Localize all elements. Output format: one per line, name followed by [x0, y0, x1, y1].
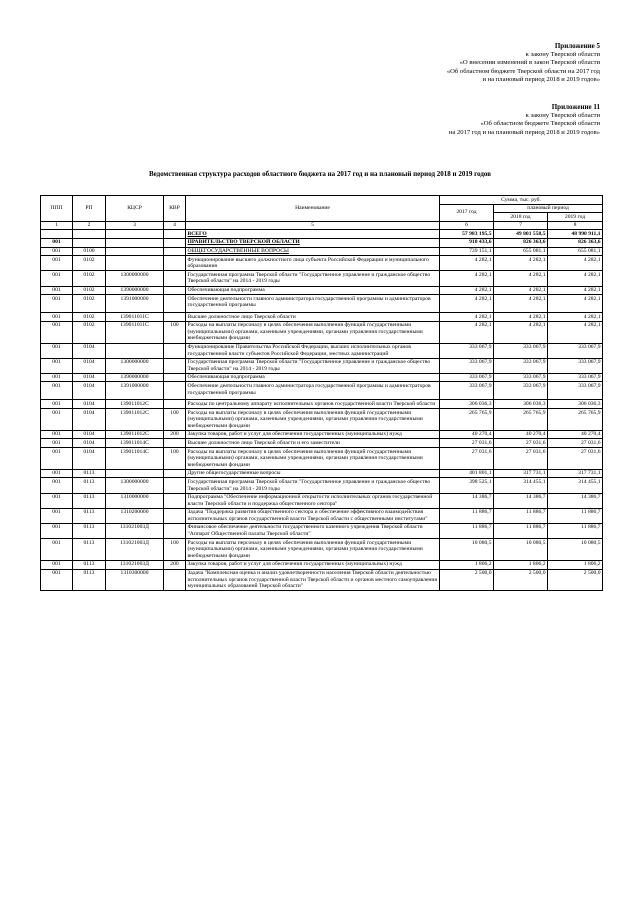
- cell-kvr: 200: [164, 430, 186, 439]
- cell-2019: 655 081,1: [548, 247, 603, 256]
- cell-kcsr: [106, 469, 164, 478]
- cell-rp: 0113: [73, 560, 106, 569]
- annex-5-line: «Об областном бюджете Тверской области на 2017 год: [446, 67, 600, 75]
- cell-2017: 333 067,9: [440, 382, 494, 400]
- cell-ppp: 001: [41, 448, 73, 470]
- cell-2019: 4 282,1: [548, 295, 603, 313]
- cell-kcsr: 139011012С: [106, 400, 164, 409]
- table-row: [41, 373, 603, 382]
- cell-2018: 10 080,5: [494, 539, 548, 561]
- cell-rp: 0104: [73, 448, 106, 470]
- column-index: 5: [186, 221, 440, 230]
- cell-kcsr: 1310000000: [106, 493, 164, 508]
- cell-2017: 1 806,2: [440, 560, 494, 569]
- cell-2018: 4 282,1: [494, 271, 548, 286]
- cell-2019: 333 067,9: [548, 358, 603, 373]
- header-2019: 2019 год: [548, 213, 603, 222]
- column-index: 1: [41, 221, 73, 230]
- cell-2017: 4 282,1: [440, 271, 494, 286]
- cell-kvr: 100: [164, 321, 186, 343]
- cell-kcsr: [106, 343, 164, 358]
- annex-5-line: и на плановый период 2018 и 2019 годов»: [482, 76, 600, 84]
- cell-ppp: 001: [41, 271, 73, 286]
- header-plan-period: плановый период: [494, 204, 603, 213]
- column-index: 7: [494, 221, 548, 230]
- cell-2019: 333 067,9: [548, 382, 603, 400]
- table-row: [41, 343, 603, 358]
- cell-name: Закупка товаров, работ и услуг для обеспечения государственных (муниципальных) нужд: [186, 430, 440, 439]
- cell-rp: [73, 230, 106, 239]
- table-row: [41, 469, 603, 478]
- cell-2019: 14 386,7: [548, 493, 603, 508]
- cell-kcsr: 131021003Д: [106, 539, 164, 561]
- header-name: Наименование: [186, 196, 440, 222]
- cell-ppp: 001: [41, 286, 73, 295]
- header-2017: 2017 год: [440, 204, 494, 221]
- cell-2017: 27 031,6: [440, 439, 494, 448]
- header-sum: Сумма, тыс. руб.: [440, 196, 603, 205]
- cell-rp: 0102: [73, 313, 106, 322]
- cell-kvr: 100: [164, 448, 186, 470]
- cell-2019: 826 363,6: [548, 238, 603, 247]
- cell-2018: 4 282,1: [494, 295, 548, 313]
- cell-ppp: 001: [41, 539, 73, 561]
- cell-2017: 4 282,1: [440, 256, 494, 271]
- table-row: [41, 256, 603, 271]
- cell-name: Высшее должностное лицо Тверской области и его заместители: [186, 439, 440, 448]
- cell-rp: [73, 238, 106, 247]
- cell-2017: 333 067,9: [440, 373, 494, 382]
- cell-kvr: [164, 247, 186, 256]
- cell-rp: 0104: [73, 409, 106, 431]
- cell-2017: 333 067,9: [440, 343, 494, 358]
- cell-name: Задача "Комплексная оценка и анализ удовлетворенности населения Тверской области деятельностью исполнительных органов государственной власти Тверской области и органов местного самоуправления муниципальных образований Тверской области": [186, 569, 440, 591]
- cell-2019: 40 270,4: [548, 430, 603, 439]
- cell-ppp: 001: [41, 409, 73, 431]
- cell-ppp: [41, 230, 73, 239]
- cell-kvr: [164, 230, 186, 239]
- cell-2019: 314 455,1: [548, 478, 603, 493]
- cell-kcsr: 139011014С: [106, 439, 164, 448]
- cell-kvr: 100: [164, 409, 186, 431]
- cell-2018: 27 031,6: [494, 439, 548, 448]
- column-index-row: [41, 221, 603, 230]
- cell-2018: 14 386,7: [494, 493, 548, 508]
- cell-name: ОБЩЕГОСУДАРСТВЕННЫЕ ВОПРОСЫ: [186, 247, 440, 256]
- cell-2018: 333 067,9: [494, 358, 548, 373]
- cell-kvr: [164, 493, 186, 508]
- table-row: [41, 560, 603, 569]
- cell-name: Функционирование Правительства Российской Федерации, высших исполнительных органов государственной власти субъектов Российской Федерации, местных администраций: [186, 343, 440, 358]
- cell-kvr: [164, 439, 186, 448]
- cell-2018: 317 731,1: [494, 469, 548, 478]
- cell-kcsr: 139011011С: [106, 321, 164, 343]
- cell-2018: 11 886,7: [494, 523, 548, 538]
- cell-rp: 0104: [73, 439, 106, 448]
- cell-name: Закупка товаров, работ и услуг для обеспечения государственных (муниципальных) нужд: [186, 560, 440, 569]
- cell-rp: 0102: [73, 286, 106, 295]
- table-row: [41, 382, 603, 400]
- cell-2018: 306 036,3: [494, 400, 548, 409]
- cell-2017: 910 433,6: [440, 238, 494, 247]
- cell-kcsr: 1310300000: [106, 569, 164, 591]
- cell-2017: 10 080,5: [440, 539, 494, 561]
- cell-kvr: [164, 286, 186, 295]
- cell-rp: 0113: [73, 569, 106, 591]
- cell-kvr: 200: [164, 560, 186, 569]
- table-row: [41, 409, 603, 431]
- cell-2018: 333 067,9: [494, 343, 548, 358]
- cell-kvr: [164, 358, 186, 373]
- cell-2018: 11 886,7: [494, 508, 548, 523]
- cell-kvr: [164, 313, 186, 322]
- cell-name: Расходы на выплаты персоналу в целях обеспечения выполнения функций государственными (муниципальными) органами, казенными учреждениями, органами управления государственными внебюджетными фондами: [186, 409, 440, 431]
- cell-ppp: 001: [41, 238, 73, 247]
- cell-rp: 0104: [73, 382, 106, 400]
- cell-rp: 0100: [73, 247, 106, 256]
- cell-ppp: 001: [41, 493, 73, 508]
- column-index: 4: [164, 221, 186, 230]
- table-row: [41, 508, 603, 523]
- cell-rp: 0104: [73, 430, 106, 439]
- table-row: [41, 295, 603, 313]
- cell-2017: 739 151,1: [440, 247, 494, 256]
- cell-ppp: 001: [41, 382, 73, 400]
- cell-2017: 398 525,1: [440, 478, 494, 493]
- cell-rp: 0104: [73, 358, 106, 373]
- annex-5-line: к закону Тверской области: [525, 50, 600, 58]
- cell-2017: 2 500,0: [440, 569, 494, 591]
- cell-2019: 11 886,7: [548, 508, 603, 523]
- cell-name: Государственная программа Тверской области "Государственное управление и гражданское общество Тверской области" на 2014 - 2019 годы: [186, 478, 440, 493]
- header-2018: 2018 год: [494, 213, 548, 222]
- cell-2018: 4 282,1: [494, 286, 548, 295]
- cell-2017: 4 282,1: [440, 286, 494, 295]
- cell-ppp: 001: [41, 295, 73, 313]
- cell-ppp: 001: [41, 358, 73, 373]
- cell-kcsr: 1391000000: [106, 295, 164, 313]
- cell-2017: 4 282,1: [440, 313, 494, 322]
- cell-2018: 314 455,1: [494, 478, 548, 493]
- table-row: [41, 313, 603, 322]
- cell-name: Обеспечивающая подпрограмма: [186, 286, 440, 295]
- cell-2018: 4 282,1: [494, 256, 548, 271]
- cell-2017: 306 036,3: [440, 400, 494, 409]
- budget-table: [40, 195, 603, 591]
- cell-ppp: 001: [41, 373, 73, 382]
- cell-2019: 2 500,0: [548, 569, 603, 591]
- cell-kvr: [164, 478, 186, 493]
- cell-kvr: [164, 256, 186, 271]
- cell-kcsr: [106, 230, 164, 239]
- cell-kcsr: 139011014С: [106, 448, 164, 470]
- cell-name: Расходы на выплаты персоналу в целях обеспечения выполнения функций государственными (муниципальными) органами, казенными учреждениями, органами управления государственными внебюджетными фондами: [186, 539, 440, 561]
- header-kvr: КВР: [164, 196, 186, 222]
- annex-11-line: на 2017 год и на плановый период 2018 и 2019 годов»: [448, 128, 600, 136]
- annex-5-line: «О внесении изменений в закон Тверской области: [459, 59, 600, 67]
- cell-kcsr: 1300000000: [106, 478, 164, 493]
- cell-ppp: 001: [41, 430, 73, 439]
- cell-kcsr: 139011012С: [106, 430, 164, 439]
- table-row: [41, 238, 603, 247]
- table-row: [41, 247, 603, 256]
- cell-2017: 11 886,7: [440, 508, 494, 523]
- cell-name: Обеспечивающая подпрограмма: [186, 373, 440, 382]
- cell-kvr: [164, 373, 186, 382]
- cell-kcsr: [106, 256, 164, 271]
- cell-kvr: [164, 400, 186, 409]
- cell-2019: 10 080,5: [548, 539, 603, 561]
- cell-name: Другие общегосударственные вопросы: [186, 469, 440, 478]
- cell-kcsr: 1300000000: [106, 358, 164, 373]
- cell-2019: 27 031,6: [548, 439, 603, 448]
- annex-11-line: к закону Тверской области: [525, 111, 600, 119]
- cell-kvr: [164, 295, 186, 313]
- column-index: 3: [106, 221, 164, 230]
- cell-2019: 4 282,1: [548, 286, 603, 295]
- cell-rp: 0102: [73, 256, 106, 271]
- table-row: [41, 358, 603, 373]
- annex-5-heading: [447, 42, 600, 85]
- cell-kcsr: 1391000000: [106, 382, 164, 400]
- cell-rp: 0102: [73, 271, 106, 286]
- cell-kvr: [164, 469, 186, 478]
- cell-rp: 0104: [73, 343, 106, 358]
- cell-name: Подпрограмма "Обеспечение информационной открытости исполнительных органов государственной власти Тверской области и поддержка общественного сектора": [186, 493, 440, 508]
- cell-2018: 40 270,4: [494, 430, 548, 439]
- cell-name: Государственная программа Тверской области "Государственное управление и гражданское общество Тверской области" на 2014 - 2019 годы: [186, 358, 440, 373]
- cell-kcsr: 131021003Д: [106, 560, 164, 569]
- table-row: [41, 400, 603, 409]
- table-row: [41, 523, 603, 538]
- table-row: [41, 321, 603, 343]
- cell-2018: 4 282,1: [494, 313, 548, 322]
- cell-2017: 401 801,1: [440, 469, 494, 478]
- cell-2019: 4 282,1: [548, 271, 603, 286]
- cell-ppp: 001: [41, 508, 73, 523]
- cell-kcsr: [106, 247, 164, 256]
- cell-2017: 40 270,4: [440, 430, 494, 439]
- cell-2019: 4 282,1: [548, 256, 603, 271]
- table-row: [41, 430, 603, 439]
- cell-2018: 27 031,6: [494, 448, 548, 470]
- cell-kvr: 100: [164, 539, 186, 561]
- table-row: [41, 448, 603, 470]
- column-index: 6: [440, 221, 494, 230]
- annex-11-heading: [449, 103, 600, 137]
- cell-2019: 4 282,1: [548, 321, 603, 343]
- cell-rp: 0113: [73, 493, 106, 508]
- cell-ppp: 001: [41, 439, 73, 448]
- cell-kcsr: 1390000000: [106, 373, 164, 382]
- cell-ppp: 001: [41, 321, 73, 343]
- annex-11-title: Приложение 11: [551, 103, 600, 111]
- column-index: 8: [548, 221, 603, 230]
- cell-kcsr: 1300000000: [106, 271, 164, 286]
- cell-name: Расходы на выплаты персоналу в целях обеспечения выполнения функций государственными (муниципальными) органами, казенными учреждениями, органами управления государственными внебюджетными фондами: [186, 321, 440, 343]
- cell-rp: 0102: [73, 321, 106, 343]
- cell-2017: 11 886,7: [440, 523, 494, 538]
- cell-2017: 14 386,7: [440, 493, 494, 508]
- table-row: [41, 569, 603, 591]
- cell-2018: 333 067,9: [494, 382, 548, 400]
- cell-2018: 1 806,2: [494, 560, 548, 569]
- cell-2018: 333 067,9: [494, 373, 548, 382]
- cell-rp: 0104: [73, 373, 106, 382]
- table-row: [41, 539, 603, 561]
- cell-2018: 2 500,0: [494, 569, 548, 591]
- cell-ppp: 001: [41, 478, 73, 493]
- cell-ppp: 001: [41, 400, 73, 409]
- cell-kvr: [164, 271, 186, 286]
- cell-2019: 333 067,9: [548, 343, 603, 358]
- cell-name: Расходы на выплаты персоналу в целях обеспечения выполнения функций государственными (муниципальными) органами, казенными учреждениями, органами управления государственными внебюджетными фондами: [186, 448, 440, 470]
- cell-kvr: [164, 523, 186, 538]
- cell-2019: 265 765,9: [548, 409, 603, 431]
- cell-name: ВСЕГО: [186, 230, 440, 239]
- cell-name: Функционирование высшего должностного лица субъекта Российской Федерации и муниципального образования: [186, 256, 440, 271]
- table-row: [41, 271, 603, 286]
- cell-2017: 4 282,1: [440, 321, 494, 343]
- annex-11-line: «Об областном бюджете Тверской области: [480, 120, 600, 128]
- cell-rp: 0102: [73, 295, 106, 313]
- table-row: [41, 439, 603, 448]
- cell-2019: 333 067,9: [548, 373, 603, 382]
- cell-rp: 0104: [73, 400, 106, 409]
- cell-2019: 4 282,1: [548, 313, 603, 322]
- cell-2019: 27 031,6: [548, 448, 603, 470]
- cell-kvr: [164, 343, 186, 358]
- cell-name: Расходы по центральному аппарату исполнительных органов государственной власти Тверской области: [186, 400, 440, 409]
- cell-ppp: 001: [41, 256, 73, 271]
- cell-2017: 57 983 195,5: [440, 230, 494, 239]
- table-row: [41, 478, 603, 493]
- cell-kcsr: 1310200000: [106, 508, 164, 523]
- cell-2018: 49 801 558,5: [494, 230, 548, 239]
- cell-2018: 655 081,1: [494, 247, 548, 256]
- cell-2019: 306 036,3: [548, 400, 603, 409]
- cell-2017: 265 765,9: [440, 409, 494, 431]
- cell-ppp: 001: [41, 313, 73, 322]
- cell-rp: 0113: [73, 469, 106, 478]
- cell-kcsr: 139011011С: [106, 313, 164, 322]
- cell-kcsr: 131021003Д: [106, 523, 164, 538]
- header-ppp: ППП: [41, 196, 73, 222]
- cell-ppp: 001: [41, 523, 73, 538]
- cell-kvr: [164, 238, 186, 247]
- cell-name: ПРАВИТЕЛЬСТВО ТВЕРСКОЙ ОБЛАСТИ: [186, 238, 440, 247]
- cell-2018: 265 765,9: [494, 409, 548, 431]
- header-kcsr: КЦСР: [106, 196, 164, 222]
- cell-kvr: [164, 569, 186, 591]
- cell-kcsr: [106, 238, 164, 247]
- cell-kcsr: 1390000000: [106, 286, 164, 295]
- annex-5-title: Приложение 5: [554, 42, 600, 50]
- cell-kcsr: 139011012С: [106, 409, 164, 431]
- cell-2019: 317 731,1: [548, 469, 603, 478]
- cell-2018: 826 363,6: [494, 238, 548, 247]
- cell-name: Задача "Поддержка развития общественного сектора и обеспечение эффективного взаимодействия исполнительных органов государственной власти Тверской области с общественными институтами": [186, 508, 440, 523]
- cell-2019: 48 990 911,1: [548, 230, 603, 239]
- document-title: Ведомственная структура расходов областного бюджета на 2017 год и на плановый период 2018 и 2019 годов: [148, 170, 492, 178]
- cell-name: Обеспечение деятельности главного администратора государственной программы и администраторов государственной программы: [186, 295, 440, 313]
- cell-2017: 4 282,1: [440, 295, 494, 313]
- cell-rp: 0113: [73, 478, 106, 493]
- cell-ppp: 001: [41, 560, 73, 569]
- table-row: [41, 286, 603, 295]
- cell-name: Финансовое обеспечение деятельности государственного казенного учреждения Тверской области "Аппарат Общественной палаты Тверской области": [186, 523, 440, 538]
- table-row: [41, 493, 603, 508]
- cell-kvr: [164, 382, 186, 400]
- cell-2019: 1 806,2: [548, 560, 603, 569]
- cell-2017: 333 067,9: [440, 358, 494, 373]
- table-row: [41, 230, 603, 239]
- cell-2017: 27 031,6: [440, 448, 494, 470]
- cell-name: Обеспечение деятельности главного администратора государственной программы и администраторов государственной программы: [186, 382, 440, 400]
- cell-name: Высшее должностное лицо Тверской области: [186, 313, 440, 322]
- cell-kvr: [164, 508, 186, 523]
- cell-rp: 0113: [73, 508, 106, 523]
- header-rp: РП: [73, 196, 106, 222]
- cell-rp: 0113: [73, 523, 106, 538]
- cell-ppp: 001: [41, 343, 73, 358]
- cell-ppp: 001: [41, 569, 73, 591]
- cell-ppp: 001: [41, 469, 73, 478]
- cell-name: Государственная программа Тверской области "Государственное управление и гражданское общество Тверской области" на 2014 - 2019 годы: [186, 271, 440, 286]
- cell-rp: 0113: [73, 539, 106, 561]
- cell-2019: 11 886,7: [548, 523, 603, 538]
- cell-ppp: 001: [41, 247, 73, 256]
- column-index: 2: [73, 221, 106, 230]
- cell-2018: 4 282,1: [494, 321, 548, 343]
